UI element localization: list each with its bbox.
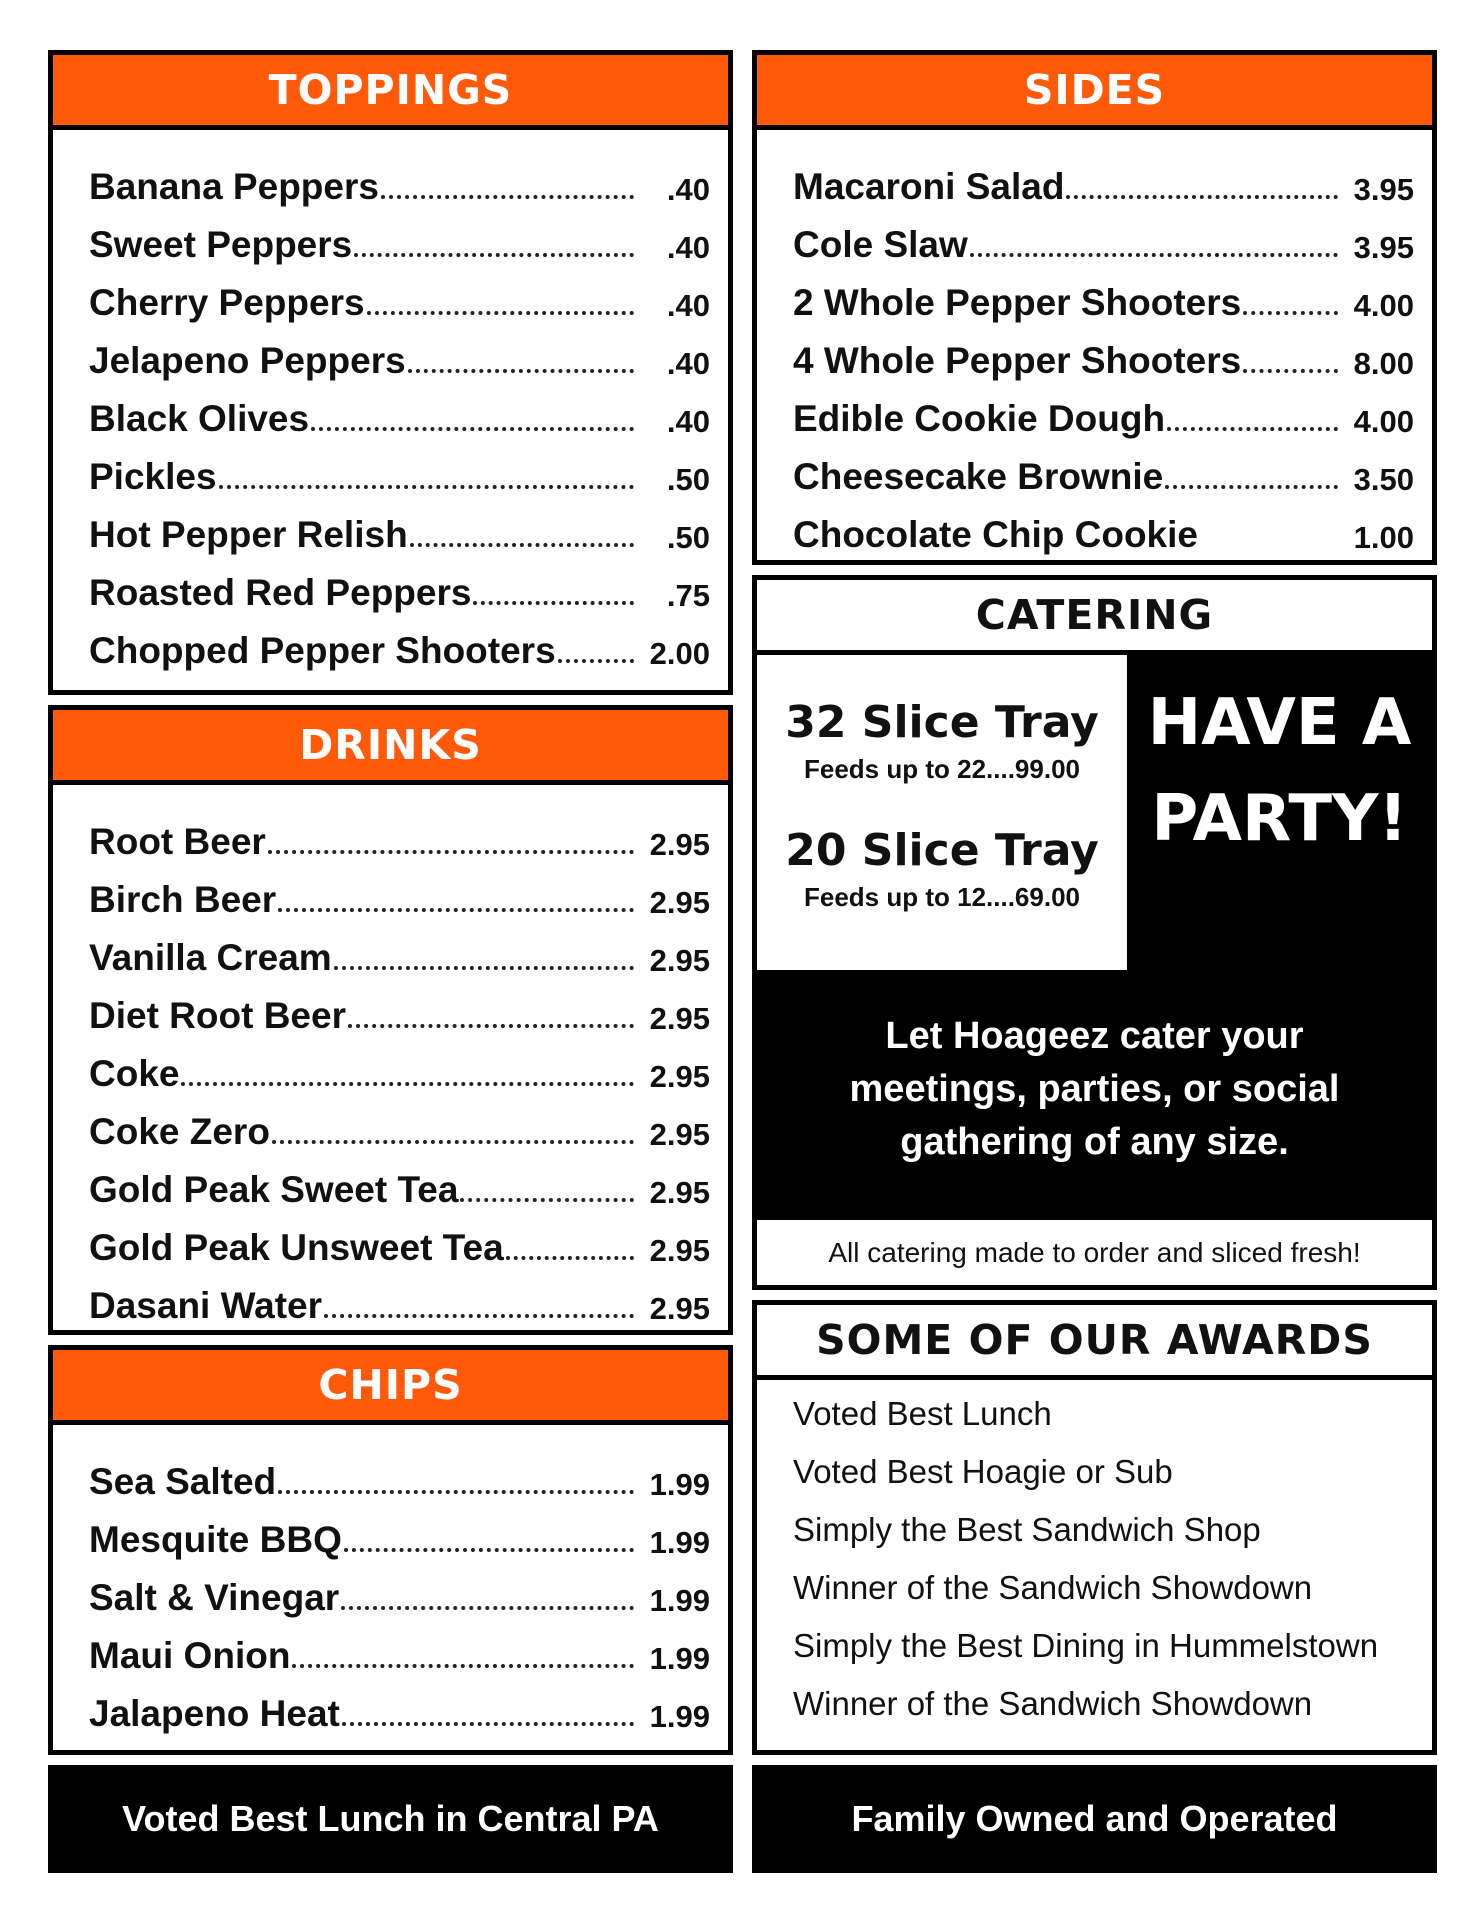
menu-item xyxy=(89,1445,710,1503)
party-promo xyxy=(1127,675,1432,867)
chips-list xyxy=(53,1425,728,1735)
menu-item xyxy=(89,150,710,208)
menu-item xyxy=(89,1677,710,1735)
item-price: 3.50 xyxy=(1353,462,1414,497)
item-name: Jalapeno Heat xyxy=(89,1693,340,1734)
item-price: .40 xyxy=(666,288,710,323)
menu-item xyxy=(89,863,710,921)
dot-leader xyxy=(348,1024,634,1028)
dot-leader xyxy=(268,850,634,854)
dot-leader xyxy=(324,1314,634,1318)
menu-item xyxy=(793,382,1414,440)
item-price: 2.00 xyxy=(649,636,710,671)
item-name: Sweet Peppers xyxy=(89,224,353,265)
item-name: Cherry Peppers xyxy=(89,282,365,323)
dot-leader xyxy=(181,1082,634,1086)
dot-leader xyxy=(278,1490,634,1494)
sides-list xyxy=(757,130,1432,556)
item-name: Gold Peak Sweet Tea xyxy=(89,1169,459,1210)
menu-item xyxy=(89,440,710,498)
menu-item xyxy=(793,440,1414,498)
party-line-1: HAVE A xyxy=(1147,686,1412,760)
menu-item xyxy=(89,556,710,614)
award-item: Winner of the Sandwich Showdown xyxy=(793,1569,1313,1606)
dot-leader xyxy=(460,1198,634,1202)
menu-item xyxy=(89,1269,710,1327)
award-item: Simply the Best Dining in Hummelstown xyxy=(793,1627,1379,1664)
sides-section xyxy=(752,50,1437,565)
menu-item xyxy=(793,150,1414,208)
footer-right-banner: Family Owned and Operated xyxy=(752,1765,1437,1873)
tray-20-title: 20 Slice Tray xyxy=(785,825,1099,876)
menu-item xyxy=(89,382,710,440)
item-price: 1.99 xyxy=(649,1699,710,1734)
item-price: 2.95 xyxy=(649,885,710,920)
item-name: Macaroni Salad xyxy=(793,166,1065,207)
menu-item xyxy=(89,1619,710,1677)
tray-32-desc: Feeds up to 22....99.00 xyxy=(804,754,1080,784)
dot-leader xyxy=(558,659,634,663)
toppings-list xyxy=(53,130,728,672)
item-name: Chocolate Chip Cookie xyxy=(793,514,1198,555)
item-name: Sea Salted xyxy=(89,1461,277,1502)
item-price: 2.95 xyxy=(649,827,710,862)
tray-32-title: 32 Slice Tray xyxy=(785,697,1099,748)
awards-list xyxy=(757,1380,1432,1733)
menu-item xyxy=(89,324,710,382)
item-price: .75 xyxy=(666,578,710,613)
award-item: Simply the Best Sandwich Shop xyxy=(793,1511,1261,1548)
menu-item xyxy=(89,979,710,1037)
dot-leader xyxy=(219,485,634,489)
item-name: Banana Peppers xyxy=(89,166,379,207)
item-name: Salt & Vinegar xyxy=(89,1577,340,1618)
item-name: Edible Cookie Dough xyxy=(793,398,1166,439)
drinks-title: DRINKS xyxy=(53,710,728,785)
menu-item xyxy=(89,1095,710,1153)
item-name: 4 Whole Pepper Shooters xyxy=(793,340,1242,381)
item-name: Diet Root Beer xyxy=(89,995,346,1036)
dot-leader xyxy=(1165,485,1338,489)
dot-leader xyxy=(1167,427,1338,431)
menu-item xyxy=(89,266,710,324)
dot-leader xyxy=(1066,195,1338,199)
dot-leader xyxy=(473,601,634,605)
dot-leader xyxy=(354,253,634,257)
dot-leader xyxy=(1243,369,1338,373)
item-price: 1.99 xyxy=(649,1467,710,1502)
item-name: Cole Slaw xyxy=(793,224,968,265)
dot-leader xyxy=(410,543,634,547)
item-price: 2.95 xyxy=(649,1291,710,1326)
item-name: Dasani Water xyxy=(89,1285,323,1326)
item-name: Jelapeno Peppers xyxy=(89,340,406,381)
menu-item xyxy=(89,208,710,266)
item-price: 2.95 xyxy=(649,1117,710,1152)
item-name: Mesquite BBQ xyxy=(89,1519,342,1560)
menu-item xyxy=(793,266,1414,324)
menu-item xyxy=(89,498,710,556)
item-name: Hot Pepper Relish xyxy=(89,514,408,555)
dot-leader xyxy=(408,369,634,373)
dot-leader xyxy=(970,253,1338,257)
item-price: 1.00 xyxy=(1353,520,1414,555)
item-name: Gold Peak Unsweet Tea xyxy=(89,1227,504,1268)
dot-leader xyxy=(506,1256,634,1260)
sides-title: SIDES xyxy=(757,55,1432,130)
tray-20-desc: Feeds up to 12....69.00 xyxy=(804,882,1080,912)
menu-item xyxy=(89,1211,710,1269)
item-price: 4.00 xyxy=(1353,404,1414,439)
drinks-list xyxy=(53,785,728,1327)
dot-leader xyxy=(342,1722,634,1726)
menu-item xyxy=(89,614,710,672)
item-price: .40 xyxy=(666,230,710,265)
item-name: Root Beer xyxy=(89,821,266,862)
item-price: 3.95 xyxy=(1353,230,1414,265)
item-price: 2.95 xyxy=(649,1001,710,1036)
dot-leader xyxy=(272,1140,634,1144)
item-name: Chopped Pepper Shooters xyxy=(89,630,556,671)
toppings-title: TOPPINGS xyxy=(53,55,728,130)
menu-item xyxy=(89,921,710,979)
item-name: Cheesecake Brownie xyxy=(793,456,1164,497)
dot-leader xyxy=(334,966,634,970)
menu-item xyxy=(793,208,1414,266)
item-name: Maui Onion xyxy=(89,1635,291,1676)
item-name: Coke Zero xyxy=(89,1111,270,1152)
item-price: 2.95 xyxy=(649,1059,710,1094)
dot-leader xyxy=(381,195,634,199)
award-item: Winner of the Sandwich Showdown xyxy=(793,1685,1313,1722)
chips-section xyxy=(48,1345,733,1755)
toppings-section xyxy=(48,50,733,695)
dot-leader xyxy=(1243,311,1338,315)
item-price: .40 xyxy=(666,172,710,207)
menu-item xyxy=(89,1037,710,1095)
award-item: Voted Best Hoagie or Sub xyxy=(793,1453,1173,1490)
dot-leader xyxy=(344,1548,634,1552)
chips-title: CHIPS xyxy=(53,1350,728,1425)
awards-title: SOME OF OUR AWARDS xyxy=(757,1305,1432,1380)
catering-title: CATERING xyxy=(757,580,1432,655)
item-name: Pickles xyxy=(89,456,217,497)
item-price: 1.99 xyxy=(649,1641,710,1676)
item-price: 1.99 xyxy=(649,1525,710,1560)
drinks-section xyxy=(48,705,733,1335)
dot-leader xyxy=(311,427,634,431)
item-name: Birch Beer xyxy=(89,879,277,920)
item-price: 2.95 xyxy=(649,1233,710,1268)
item-price: 1.99 xyxy=(649,1583,710,1618)
award-item: Voted Best Lunch xyxy=(793,1395,1052,1432)
footer-left-banner: Voted Best Lunch in Central PA xyxy=(48,1765,733,1873)
item-price: 8.00 xyxy=(1353,346,1414,381)
dot-leader xyxy=(292,1664,634,1668)
menu-item xyxy=(89,805,710,863)
party-line-2: PARTY! xyxy=(1151,782,1408,856)
awards-section xyxy=(752,1300,1437,1755)
item-name: Coke xyxy=(89,1053,180,1094)
menu-item xyxy=(89,1503,710,1561)
dot-leader xyxy=(341,1606,634,1610)
item-name: 2 Whole Pepper Shooters xyxy=(793,282,1242,323)
menu-item xyxy=(793,324,1414,382)
item-price: .50 xyxy=(666,520,710,555)
item-price: 3.95 xyxy=(1353,172,1414,207)
item-price: 4.00 xyxy=(1353,288,1414,323)
item-price: .40 xyxy=(666,346,710,381)
menu-item xyxy=(89,1153,710,1211)
tray-options xyxy=(757,655,1127,970)
item-name: Black Olives xyxy=(89,398,310,439)
catering-note: All catering made to order and sliced fresh! xyxy=(757,1215,1432,1285)
catering-section xyxy=(752,575,1437,1290)
item-price: .50 xyxy=(666,462,710,497)
dot-leader xyxy=(367,311,634,315)
dot-leader xyxy=(278,908,634,912)
item-price: .40 xyxy=(666,404,710,439)
item-price: 2.95 xyxy=(649,943,710,978)
menu-item xyxy=(89,1561,710,1619)
catering-blurb: Let Hoageez cater your meetings, parties, or social gathering of any size. xyxy=(849,1015,1340,1163)
item-price: 2.95 xyxy=(649,1175,710,1210)
item-name: Roasted Red Peppers xyxy=(89,572,472,613)
menu-item xyxy=(793,498,1414,556)
item-name: Vanilla Cream xyxy=(89,937,332,978)
